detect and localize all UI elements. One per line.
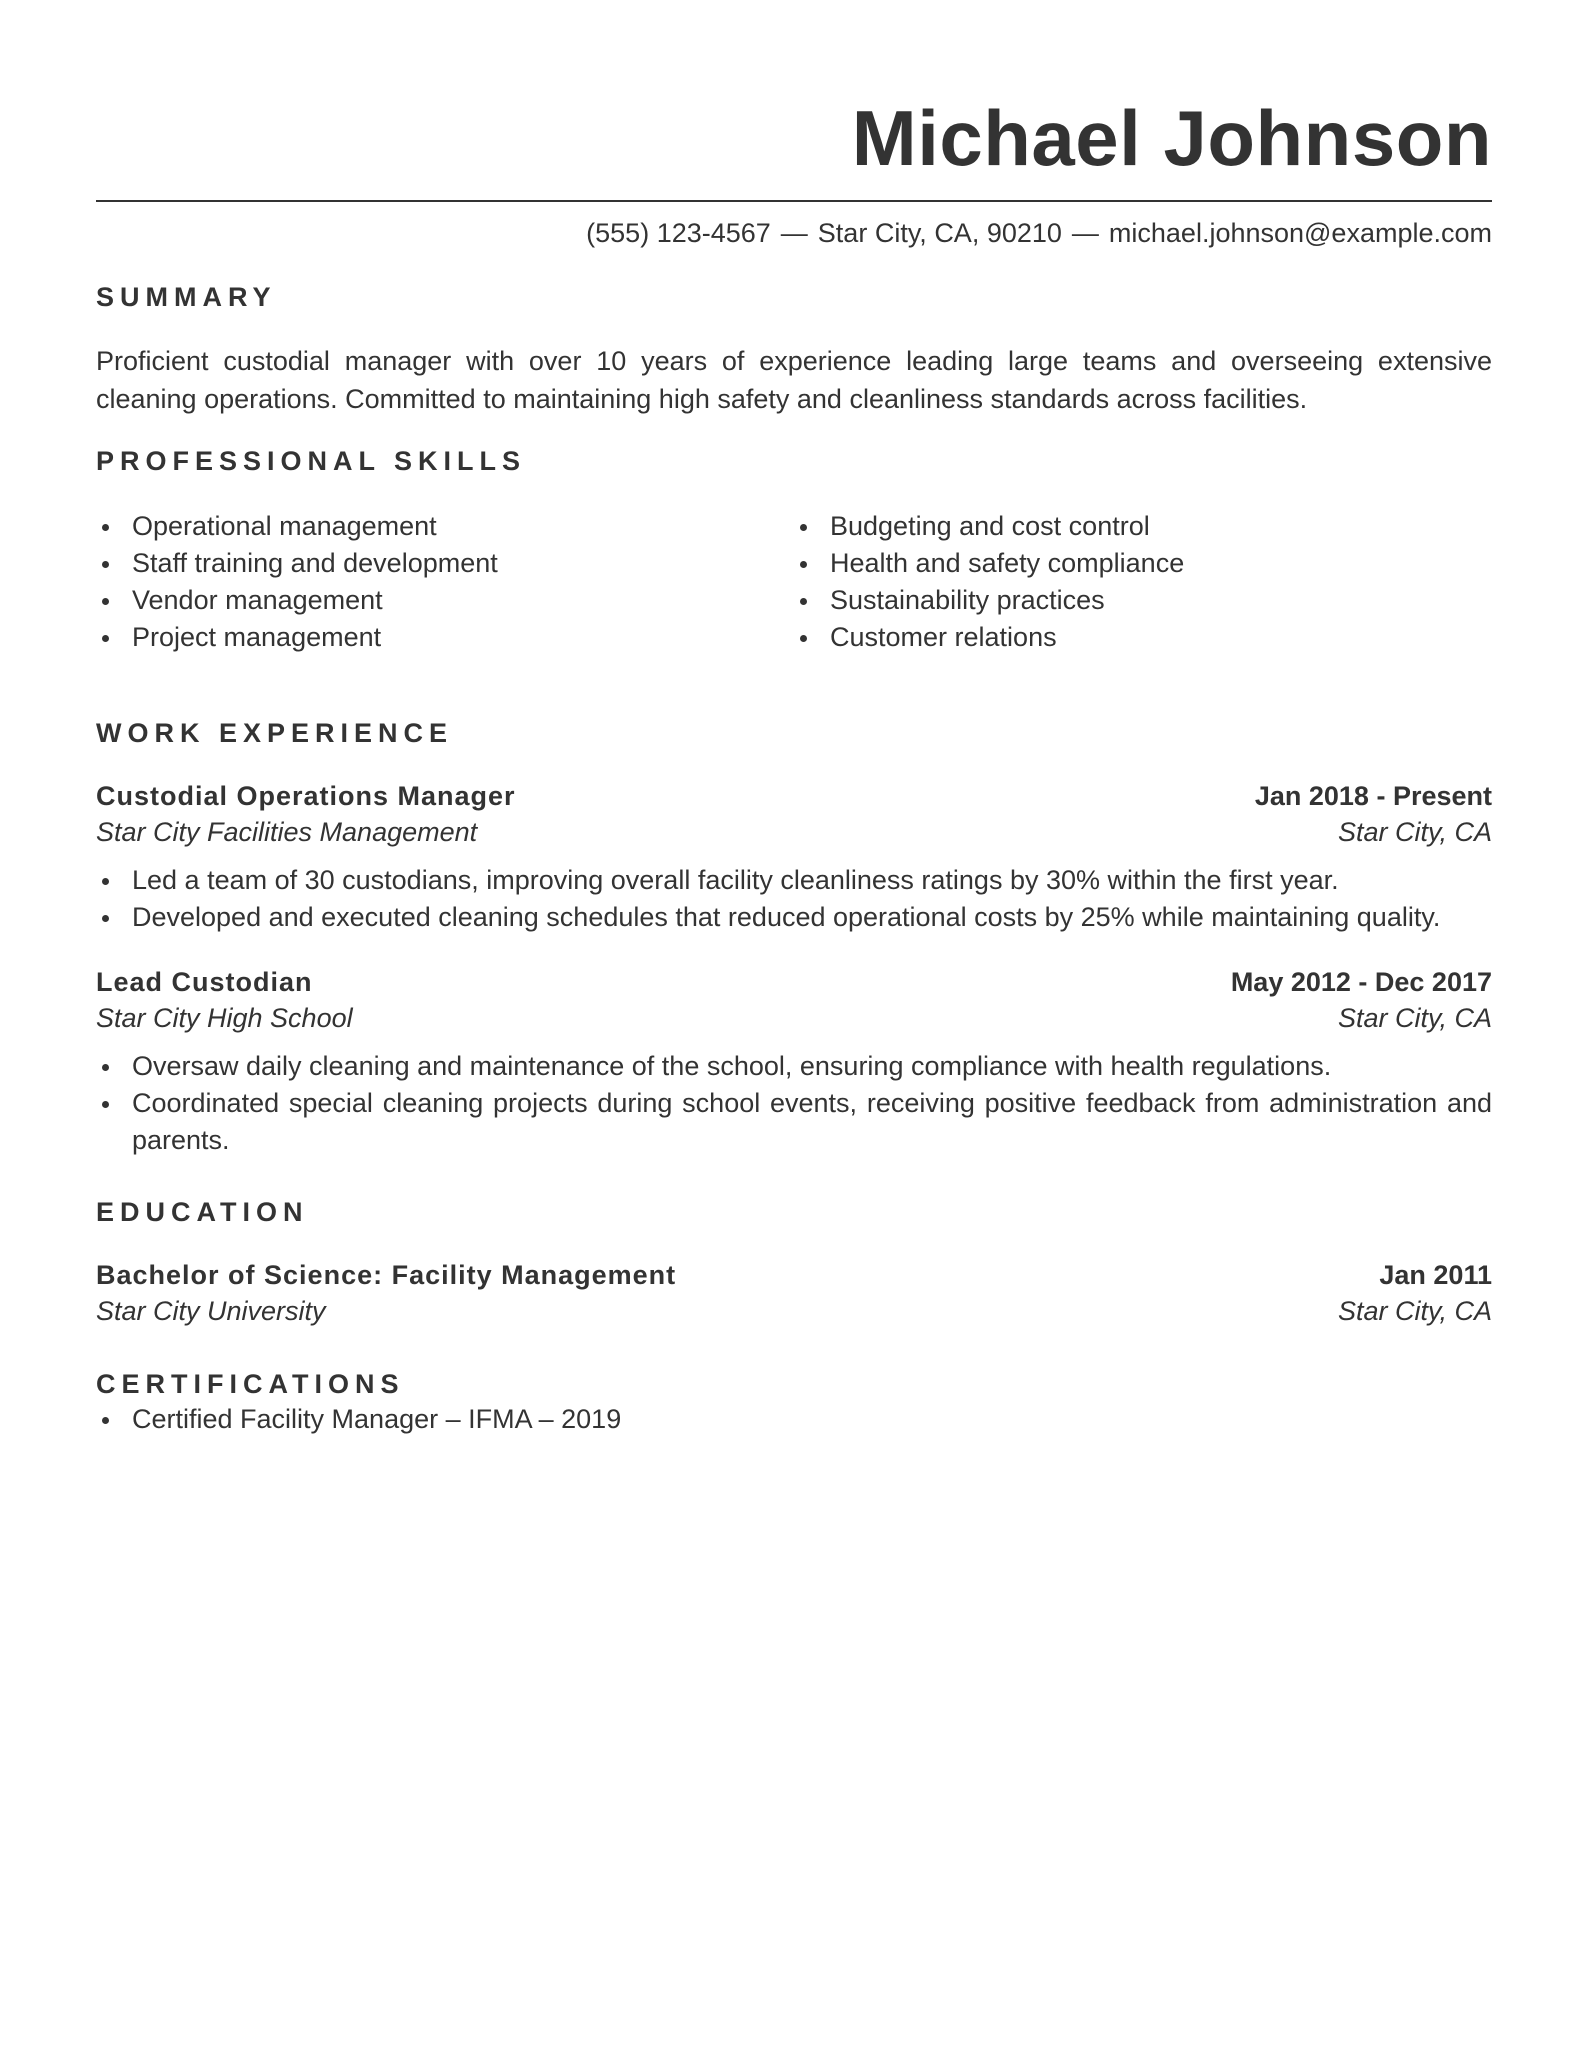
skill-item: Project management [96, 619, 794, 656]
skills-column-left [96, 508, 794, 656]
skills-heading: PROFESSIONAL SKILLS [96, 446, 527, 476]
achievement-item: Coordinated special cleaning projects during school events, receiving positive feedback from administration and parents. [96, 1085, 1492, 1159]
job-title: Lead Custodian [96, 967, 313, 997]
contact-separator: — [780, 218, 808, 248]
header-divider [96, 200, 1492, 202]
summary-heading: SUMMARY [96, 282, 277, 312]
job-dates: May 2012 - Dec 2017 [1230, 967, 1492, 997]
job-location: Star City, CA [1337, 1003, 1492, 1033]
job-achievements [96, 862, 1492, 936]
skills-list [96, 508, 1492, 656]
job-title: Custodial Operations Manager [96, 781, 516, 811]
certifications-list [96, 1401, 1492, 1438]
contact-phone: (555) 123-4567 [586, 218, 771, 248]
contact-email[interactable]: michael.johnson@example.com [1108, 218, 1492, 248]
job-location: Star City, CA [1337, 817, 1492, 847]
skill-item: Vendor management [96, 582, 794, 619]
skill-item: Budgeting and cost control [794, 508, 1492, 545]
skills-column-right [794, 508, 1492, 656]
school-location: Star City, CA [1337, 1296, 1492, 1326]
skill-item: Sustainability practices [794, 582, 1492, 619]
skill-item: Staff training and development [96, 545, 794, 582]
job-dates: Jan 2018 - Present [1254, 781, 1492, 811]
contact-line [96, 216, 1492, 250]
education-entry [96, 1257, 1492, 1329]
education-heading: EDUCATION [96, 1197, 309, 1227]
job-employer: Star City Facilities Management [96, 817, 478, 847]
degree: Bachelor of Science: Facility Management [96, 1260, 677, 1290]
skill-item: Health and safety compliance [794, 545, 1492, 582]
certifications-heading: CERTIFICATIONS [96, 1369, 405, 1399]
achievement-item: Oversaw daily cleaning and maintenance of the school, ensuring compliance with health regulations. [96, 1048, 1492, 1085]
achievement-item: Developed and executed cleaning schedules that reduced operational costs by 25% while maintaining quality. [96, 899, 1492, 936]
contact-separator: — [1071, 218, 1099, 248]
graduation-date: Jan 2011 [1379, 1260, 1492, 1290]
candidate-name: Michael Johnson [851, 94, 1492, 182]
job-entry [96, 778, 1492, 936]
summary-text: Proficient custodial manager with over 10 years of experience leading large teams and overseeing extensive cleaning operations. Committed to maintaining high safety and cleanliness standards across facilities. [96, 346, 1492, 414]
certification-item: Certified Facility Manager – IFMA – 2019 [96, 1401, 1492, 1438]
skill-item: Operational management [96, 508, 794, 545]
work-experience-heading: WORK EXPERIENCE [96, 718, 454, 748]
school-name: Star City University [96, 1296, 326, 1326]
skill-item: Customer relations [794, 619, 1492, 656]
contact-location: Star City, CA, 90210 [817, 218, 1062, 248]
job-achievements [96, 1048, 1492, 1159]
achievement-item: Led a team of 30 custodians, improving overall facility cleanliness ratings by 30% within the first year. [96, 862, 1492, 899]
job-entry [96, 964, 1492, 1159]
job-employer: Star City High School [96, 1003, 353, 1033]
